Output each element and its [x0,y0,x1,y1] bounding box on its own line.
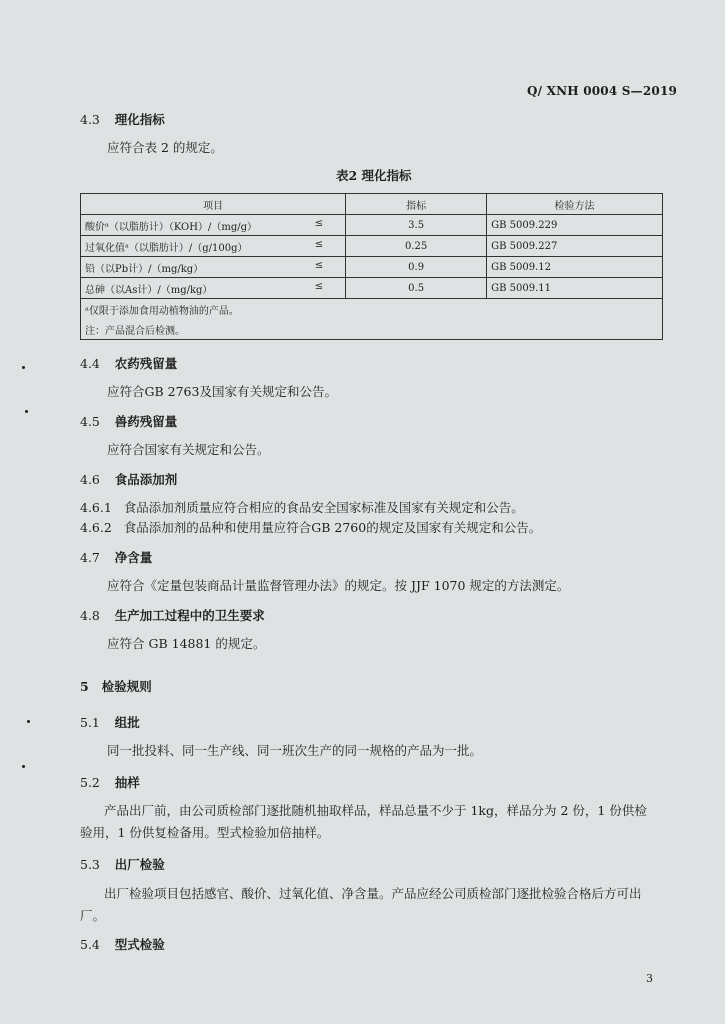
section-4-3-heading [80,110,165,128]
section-5-3-heading [80,855,165,873]
row-value: 0.25 [346,236,487,257]
table-row [81,278,663,299]
section-number: 4.7 [80,550,100,565]
item-number: 4.6.1 [80,500,112,515]
section-4-8-heading [80,606,265,624]
section-5-3-line-1: 出厂检验项目包括感官、酸价、过氧化值、净含量。产品应经公司质检部门逐批检验合格后方可出 [104,886,642,901]
row-operator: ≤ [314,281,324,292]
section-number: 5 [80,679,89,694]
row-value: 0.9 [346,257,487,278]
standard-code: Q/ XNH 0004 S—2019 [527,84,678,98]
section-4-5-text: 应符合国家有关规定和公告。 [107,442,270,457]
row-operator: ≤ [314,260,324,271]
section-number: 4.3 [80,112,100,127]
row-item: 铅（以Pb计）/（mg/kg） [85,263,204,275]
section-number: 4.5 [80,414,100,429]
row-item: 过氧化值ᵃ（以脂肪计）/（g/100g） [85,242,248,254]
section-number: 5.4 [80,937,100,952]
physicochemical-table [80,193,663,340]
section-title: 抽样 [114,775,140,790]
row-operator: ≤ [314,239,324,250]
section-5-2-line-1: 产品出厂前，由公司质检部门逐批随机抽取样品，样品总量不少于 1kg，样品分为 2 份，1 份供检 [104,803,647,818]
scan-dot [22,366,25,369]
section-4-3-text: 应符合表 2 的规定。 [107,140,223,155]
table-caption: 表2 理化指标 [336,168,412,183]
section-5-heading [80,677,152,695]
row-method: GB 5009.227 [487,236,663,257]
section-title: 生产加工过程中的卫生要求 [114,608,265,623]
header-indicator: 指标 [346,194,487,215]
section-number: 4.8 [80,608,100,623]
section-5-2-line-2: 验用，1 份供复检备用。型式检验加倍抽样。 [80,825,330,840]
section-4-8-text: 应符合 GB 14881 的规定。 [107,636,266,651]
section-4-4-text: 应符合GB 2763及国家有关规定和公告。 [107,384,337,399]
page-number: 3 [646,972,653,985]
section-title: 农药残留量 [114,356,178,371]
section-4-6-heading [80,470,177,488]
section-5-4-heading [80,935,165,953]
section-title: 检验规则 [101,679,152,694]
scan-dot [27,720,30,723]
table-note: 注：产品混合后检测。 [81,319,663,340]
section-4-4-heading [80,354,177,372]
section-number: 5.1 [80,715,100,730]
table-header-row [81,194,663,215]
row-value: 0.5 [346,278,487,299]
row-operator: ≤ [314,218,324,229]
section-title: 型式检验 [114,937,165,952]
section-4-7-heading [80,548,152,566]
section-title: 组批 [114,715,140,730]
row-method: GB 5009.229 [487,215,663,236]
header-item: 项目 [81,194,346,215]
section-4-6-1 [80,498,524,516]
scan-dot [25,410,28,413]
section-number: 5.3 [80,857,100,872]
section-title: 食品添加剂 [114,472,178,487]
item-text: 食品添加剂质量应符合相应的食品安全国家标准及国家有关规定和公告。 [123,500,524,515]
section-title: 兽药残留量 [114,414,178,429]
section-4-7-text: 应符合《定量包装商品计量监督管理办法》的规定。按 JJF 1070 规定的方法测定。 [107,578,570,593]
row-item: 酸价ᵃ（以脂肪计）（KOH）/（mg/g） [85,221,258,233]
scan-dot [22,765,25,768]
table-row [81,236,663,257]
section-number: 4.6 [80,472,100,487]
table-footnote: ᵃ仅限于添加食用动植物油的产品。 [81,299,663,320]
section-number: 5.2 [80,775,100,790]
table-footnote-row [81,299,663,320]
header-method: 检验方法 [487,194,663,215]
table-row [81,215,663,236]
section-title: 出厂检验 [114,857,165,872]
row-method: GB 5009.12 [487,257,663,278]
item-text: 食品添加剂的品种和使用量应符合GB 2760的规定及国家有关规定和公告。 [123,520,542,535]
row-value: 3.5 [346,215,487,236]
section-4-5-heading [80,412,177,430]
section-5-2-heading [80,773,140,791]
row-method: GB 5009.11 [487,278,663,299]
section-title: 净含量 [114,550,153,565]
section-5-1-heading [80,713,140,731]
section-5-3-line-2: 厂。 [80,908,106,923]
section-5-1-text: 同一批投料、同一生产线、同一班次生产的同一规格的产品为一批。 [107,743,483,758]
table-note-row [81,319,663,340]
row-item: 总砷（以As计）/（mg/kg） [85,284,213,296]
table-row [81,257,663,278]
section-4-6-2 [80,518,541,536]
section-number: 4.4 [80,356,100,371]
section-title: 理化指标 [114,112,165,127]
item-number: 4.6.2 [80,520,112,535]
